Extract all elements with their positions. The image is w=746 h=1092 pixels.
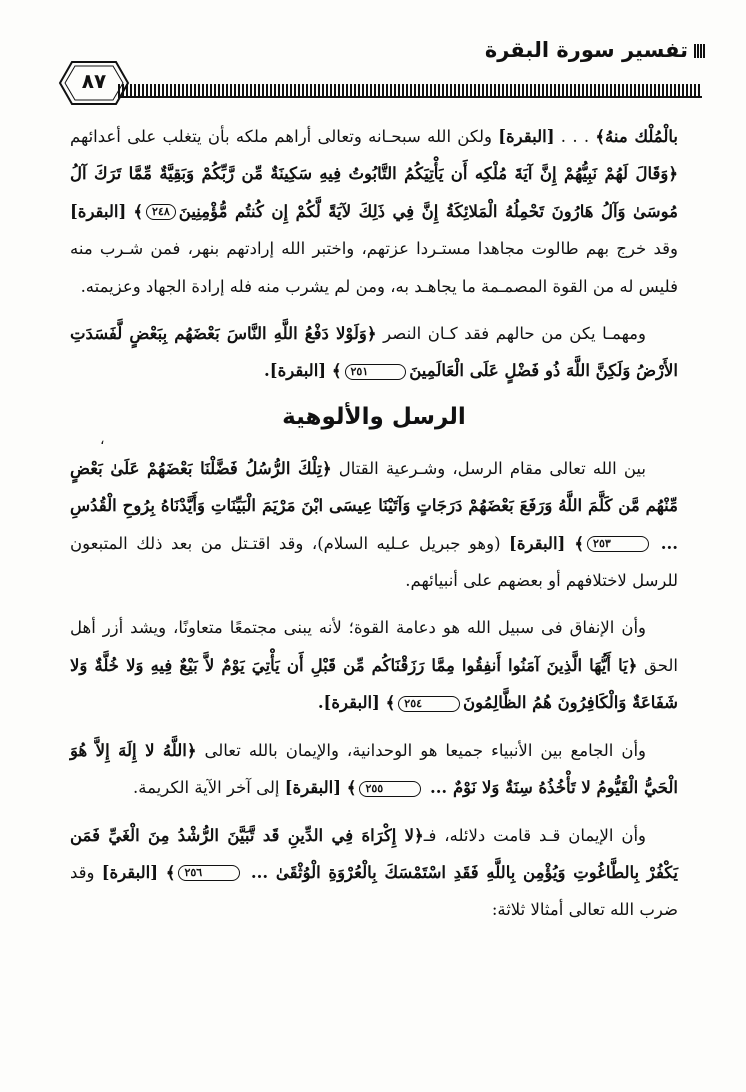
ayah-number-badge: ٢٥٤ [398,696,460,712]
ayah-number-badge: ٢٥١ [345,364,407,380]
stray-mark: ، [100,432,105,448]
body-text: بين الله تعالى مقام الرسل، وشـرعية القتال [331,458,646,478]
quran-quote: بالْمُلْك منهُ﴾ [595,127,678,146]
paragraph [70,732,678,807]
surah-reference: [البقرة] [284,778,347,798]
ayah-number-badge: ٢٥٣ [587,536,649,552]
quran-close-bracket: ﴾ [346,778,357,798]
quran-close-bracket: ﴾ [574,533,585,553]
body-text: وأن الإنفاق فى سبيل الله هو دعامة القوة؛ لأنه يبنى مجتمعًا متعاونًا، ويشد أزر أهل الحق [70,618,678,675]
quran-quote: ﴿يَا أَيُّهَا الَّذِينَ آمَنُوا أَنفِقُوا مِمَّا رَزَقْنَاكُم مِّن قَبْلِ أَن يَأْتِيَ يَوْمٌ لاَّ بَيْعٌ فِيهِ وَلا خُلَّةٌ وَلا شَفَاعَةٌ وَالْكَافِرُونَ هُمُ الظَّالِمُونَ [70,655,678,713]
quran-quote: ﴿وَقَالَ لَهُمْ نَبِيُّهُمْ إِنَّ آيَةَ مُلْكِه أَن يَأْتِيَكُمُ التَّابُوتُ فِيهِ سَكِينَةٌ مِّن رَّبِّكُمْ وَبَقِيَّةٌ مِّمَّا تَرَكَ آلُ مُوسَىٰ وَآلُ هَارُونَ تَحْمِلُهُ الْمَلائِكَةُ إِنَّ فِي ذَلِكَ لآيَةً لَّكُمْ إِن كُنتُم مُّؤْمِنِينَ [70,164,678,221]
section-heading: الرسل والألوهية [282,403,466,430]
page-number: ٨٧ [81,69,107,93]
paragraph [70,450,678,600]
surah-reference: [البقرة] [498,127,555,146]
body-text: (وهو جبريل عـليه السلام)، وقد اقتـتل من بعد ذلك المتبعون للرسل لاختلافهم أو بعضهم على أنبيائهم. [70,533,678,591]
ayah-number-badge: ٢٤٨ [146,204,176,220]
ayah-number-badge: ٢٥٦ [178,865,240,881]
surah-reference: [البقرة]. [317,693,386,713]
body-text: ومهمـا يكن من حالهم فقد كـان النصر [376,324,646,344]
body-text: ولكن الله سبحـانه وتعالى أراهم ملكه بأن يتغلب على أعدائهم [70,127,499,146]
ellipsis: . . . [554,127,596,146]
quran-close-bracket: ﴾ [385,693,396,713]
paragraph [70,817,678,929]
page-body [70,118,678,929]
paragraph [70,118,678,305]
surah-reference: [البقرة] [101,862,166,882]
quran-quote: ﴿وَلَوْلا دَفْعُ اللَّهِ النَّاسَ بَعْضَهُم بِبَعْضٍ لَّفَسَدَتِ الأَرْضُ وَلَكِنَّ اللَّهَ ذُو فَضْلٍ عَلَى الْعَالَمِينَ [70,324,678,381]
body-text: وأن الجامع بين الأنبياء جميعا هو الوحدانية، والإيمان بالله تعالى [196,740,647,760]
body-text: وأن الإيمان قـد قامت دلائله، فـ [423,825,646,845]
quran-close-bracket: ﴾ [331,361,342,381]
header-rule-line [118,96,702,98]
quran-quote: ﴿تِلْكَ الرُّسُلُ فَضَّلْنَا بَعْضَهُمْ عَلَىٰ بَعْضٍ مِّنْهُم مَّن كَلَّمَ اللَّهُ وَرَفَعَ بَعْضَهُمْ دَرَجَاتٍ وَآتَيْنَا عِيسَى ابْنَ مَرْيَمَ الْبَيِّنَاتِ وَأَيَّدْنَاهُ بِرُوحِ الْقُدُسِ [70,458,678,516]
body-text: وقد ضرب الله تعالى أمثالا ثلاثة: [70,862,678,920]
surah-reference: [البقرة] [70,201,127,221]
running-header-title: تفسير سورة البقرة [484,38,688,62]
ornament-icon [694,44,706,58]
paragraph [70,609,678,721]
header-rule [118,84,702,96]
quran-close-bracket: ﴾ [165,862,176,882]
ellipsis: ... [651,533,679,553]
quran-quote: ﴿اللَّهُ لا إِلَهَ إِلاَّ هُوَ الْحَيُّ الْقَيُّومُ لا تَأْخُذُهُ سِنَةٌ وَلا نَوْمٌ [70,740,678,798]
ayah-number-badge: ٢٥٥ [359,781,421,797]
body-text: وقد خرج بهم طالوت مجاهدا مستـردا عزتهم، واختبر الله إرادتهم بنهر، فمن شـرب منه فليس له من القوة المصمـمة ما يجاهـد به، ومن لم يشرب منه فله إرادة الجهاد وعزيمته. [70,239,678,296]
quran-close-bracket: ﴾ [133,201,144,221]
ellipsis: ... [424,778,453,798]
ellipsis: ... [243,862,276,882]
surah-reference: [البقرة] [509,533,575,553]
body-text: إلى آخر الآية الكريمة. [133,778,285,798]
paragraph [70,315,678,390]
quran-quote: ﴿لا إِكْرَاهَ فِي الدِّينِ قَد تَّبَيَّنَ الرُّشْدُ مِنَ الْغَيِّ فَمَن يَكْفُرْ بِالطَّاغُوتِ وَيُؤْمِن بِاللَّهِ فَقَدِ اسْتَمْسَكَ بِالْعُرْوَةِ الْوُثْقَىٰ [70,825,679,882]
surah-reference: [البقرة]. [264,361,332,381]
